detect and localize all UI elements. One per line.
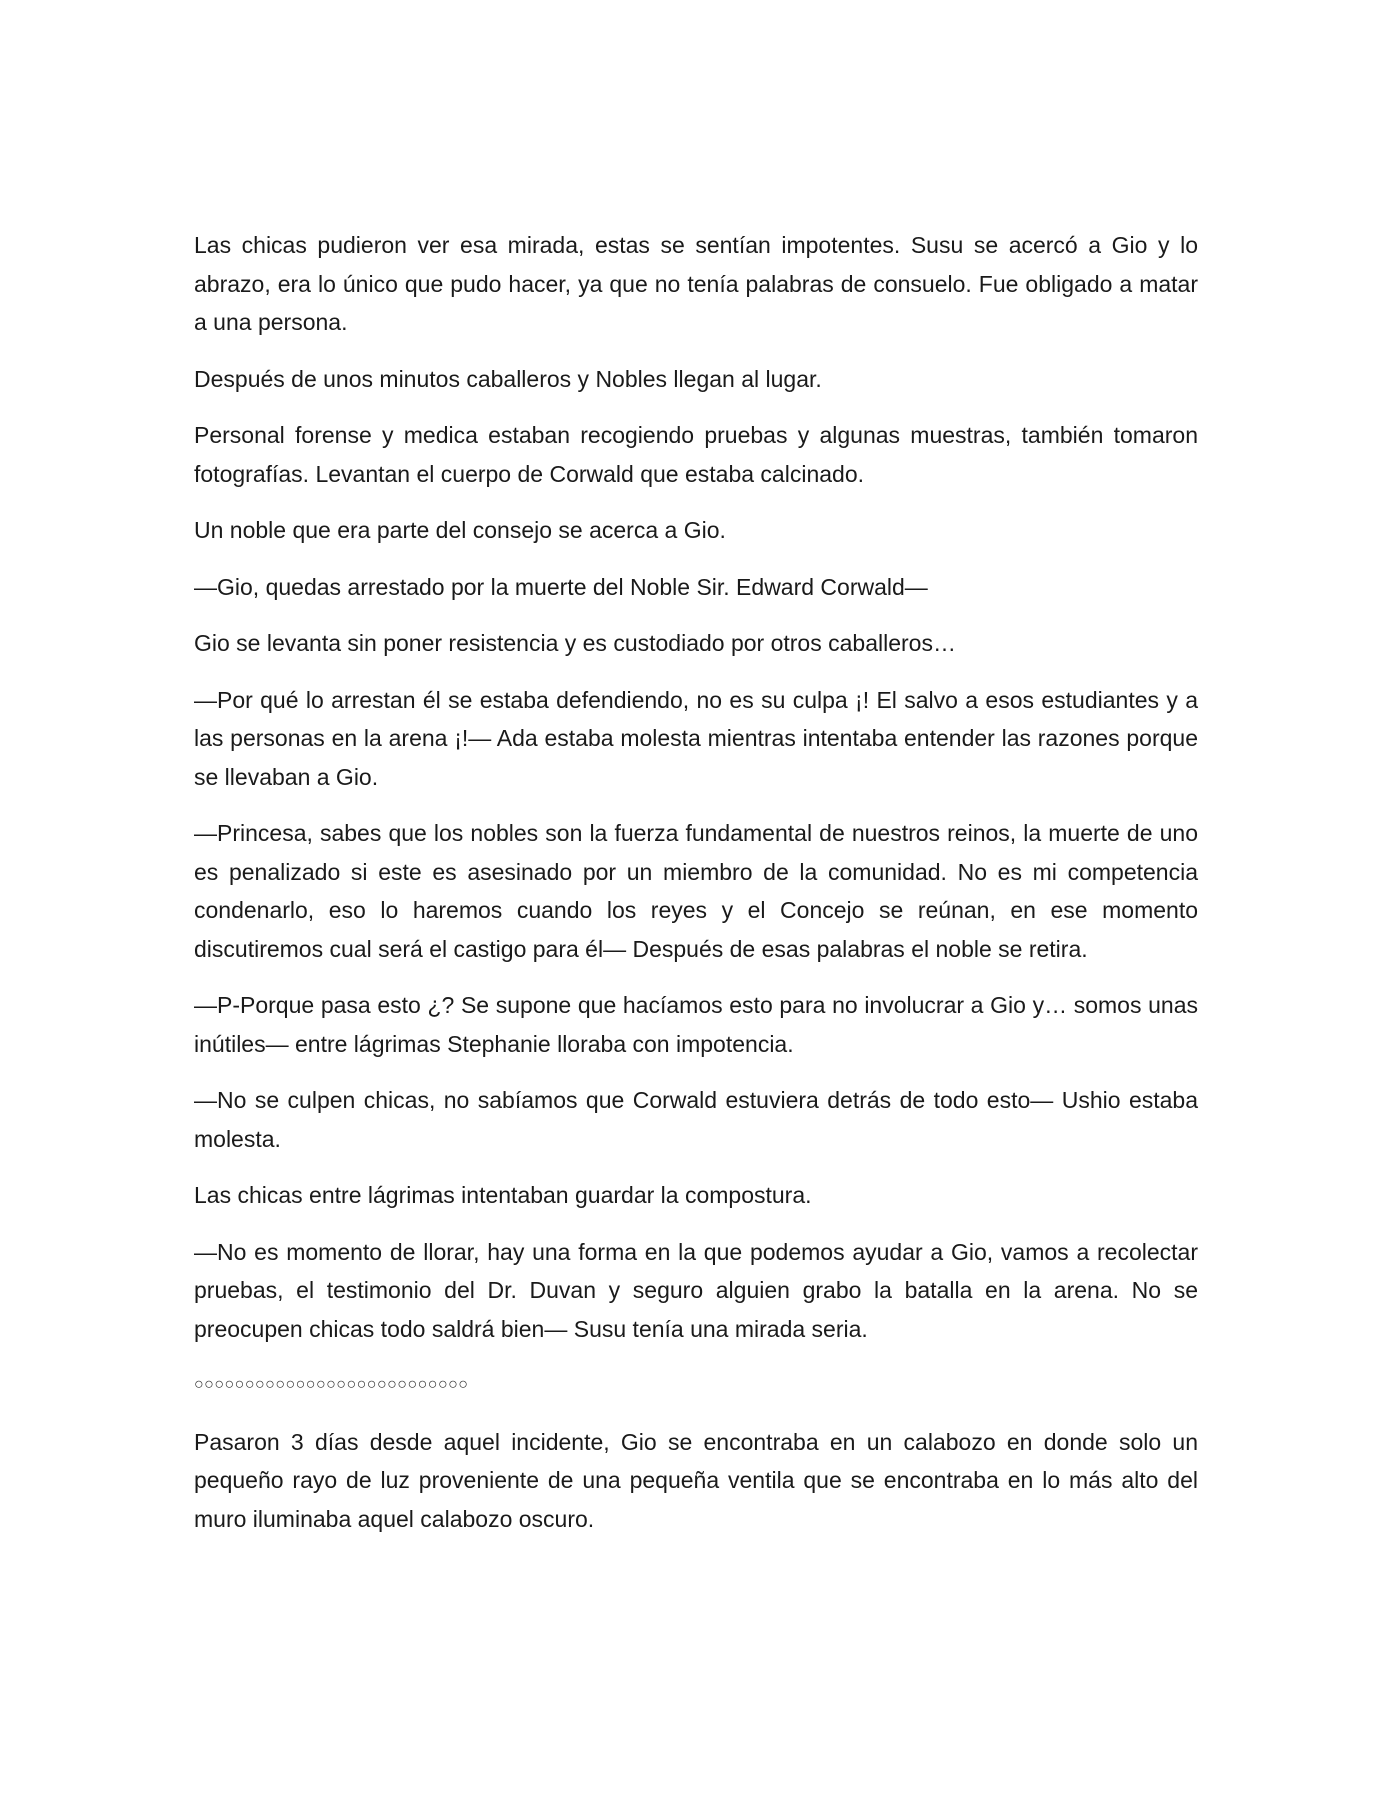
paragraph-4: Un noble que era parte del consejo se acerca a Gio. xyxy=(194,517,726,543)
paragraph-8: —Princesa, sabes que los nobles son la fuerza fundamental de nuestros reinos, la muerte de uno es penalizado si este es asesinado por un miembro de la comunidad. No es mi competencia condenarlo, eso lo haremos cuando los reyes y el Concejo se reúnan, en ese momento discutiremos cual será el castigo para él— Después de esas palabras el noble se retira. xyxy=(194,820,1198,962)
paragraph-2: Después de unos minutos caballeros y Nobles llegan al lugar. xyxy=(194,365,822,392)
paragraph-7: —Por qué lo arrestan él se estaba defendiendo, no es su culpa ¡! El salvo a esos estudiantes y a las personas en la arena ¡!— Ada estaba molesta mientras intentaba entender las razones porque se llevaban a Gio. xyxy=(194,686,1198,790)
paragraph-5: —Gio, quedas arrestado por la muerte del Noble Sir. Edward Corwald— xyxy=(194,573,928,600)
paragraph-1: Las chicas pudieron ver esa mirada, estas se sentían impotentes. Susu se acercó a Gio y lo abrazo, era lo único que pudo hacer, ya que no tenía palabras de consuelo. Fue obligado a matar a una persona. xyxy=(194,232,1198,335)
closing-paragraph: Pasaron 3 días desde aquel incidente, Gio se encontraba en un calabozo en donde solo un pequeño rayo de luz proveniente de una pequeña ventila que se encontraba en lo más alto del muro iluminaba aquel calabozo oscuro. xyxy=(194,1428,1198,1532)
paragraph-9: —P-Porque pasa esto ¿? Se supone que hacíamos esto para no involucrar a Gio y… somos unas inútiles— entre lágrimas Stephanie lloraba con impotencia. xyxy=(194,992,1198,1057)
paragraph-12: —No es momento de llorar, hay una forma en la que podemos ayudar a Gio, vamos a recolectar pruebas, el testimonio del Dr. Duvan y seguro alguien grabo la batalla en la arena. No se preocupen chicas todo saldrá bien— Susu tenía una mirada seria. xyxy=(194,1238,1198,1342)
document-body xyxy=(194,226,1198,1556)
paragraph-6: Gio se levanta sin poner resistencia y es custodiado por otros caballeros… xyxy=(194,630,956,656)
paragraph-10: —No se culpen chicas, no sabíamos que Corwald estuviera detrás de todo esto— Ushio estaba molesta. xyxy=(194,1087,1198,1152)
scene-separator: ○○○○○○○○○○○○○○○○○○○○○○○○○○○ xyxy=(194,1376,469,1393)
paragraph-3: Personal forense y medica estaban recogiendo pruebas y algunas muestras, también tomaron fotografías. Levantan el cuerpo de Corwald que estaba calcinado. xyxy=(194,422,1198,487)
paragraph-11: Las chicas entre lágrimas intentaban guardar la compostura. xyxy=(194,1182,812,1208)
